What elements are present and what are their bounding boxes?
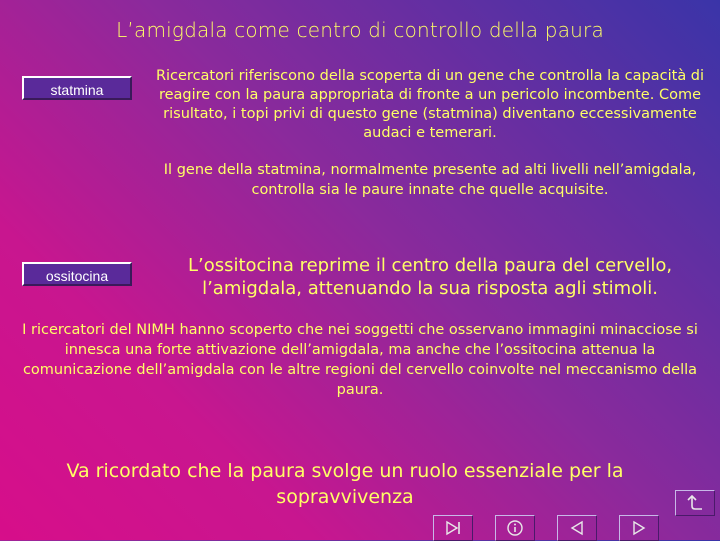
return-button[interactable]: [675, 490, 715, 516]
end-icon: [442, 519, 464, 537]
return-icon: [684, 494, 706, 512]
statmina-label-box[interactable]: statmina: [22, 76, 132, 100]
ossitocina-label-box[interactable]: ossitocina: [22, 262, 132, 286]
nimh-research-paragraph: I ricercatori del NIMH hanno scoperto che nei soggetti che osservano immagini minacciose si innesca una forte attivazione dell’amigdala, ma anche che l’ossitocina attenua la comunicazione dell’amigdala con le altre regioni del cervello coinvolte nel meccanismo della paura.: [22, 322, 698, 398]
info-button[interactable]: [495, 515, 535, 541]
end-button[interactable]: [433, 515, 473, 541]
statmina-research-paragraph: Ricercatori riferiscono della scoperta di un gene che controlla la capacità di reagire con la paura appropriata di fronte a un pericolo incombente. Come risultato, i topi privi di questo gene (statmina) diventano eccessivamente audaci e temerari.: [155, 68, 705, 141]
info-icon: [504, 519, 526, 537]
next-button[interactable]: [619, 515, 659, 541]
statmina-gene-paragraph: Il gene della statmina, normalmente presente ad alti livelli nell’amigdala, controlla sia le paure innate che quelle acquisite.: [163, 162, 697, 198]
previous-button[interactable]: [557, 515, 597, 541]
conclusion-paragraph: Va ricordato che la paura svolge un ruolo essenziale per la sopravvivenza: [66, 460, 624, 508]
slide-title: L’amigdala come centro di controllo della paura: [116, 18, 604, 42]
ossitocina-effect-paragraph: L’ossitocina reprime il centro della paura del cervello, l’amigdala, attenuando la sua risposta agli stimoli.: [187, 255, 673, 299]
next-icon: [628, 519, 650, 537]
previous-icon: [566, 519, 588, 537]
